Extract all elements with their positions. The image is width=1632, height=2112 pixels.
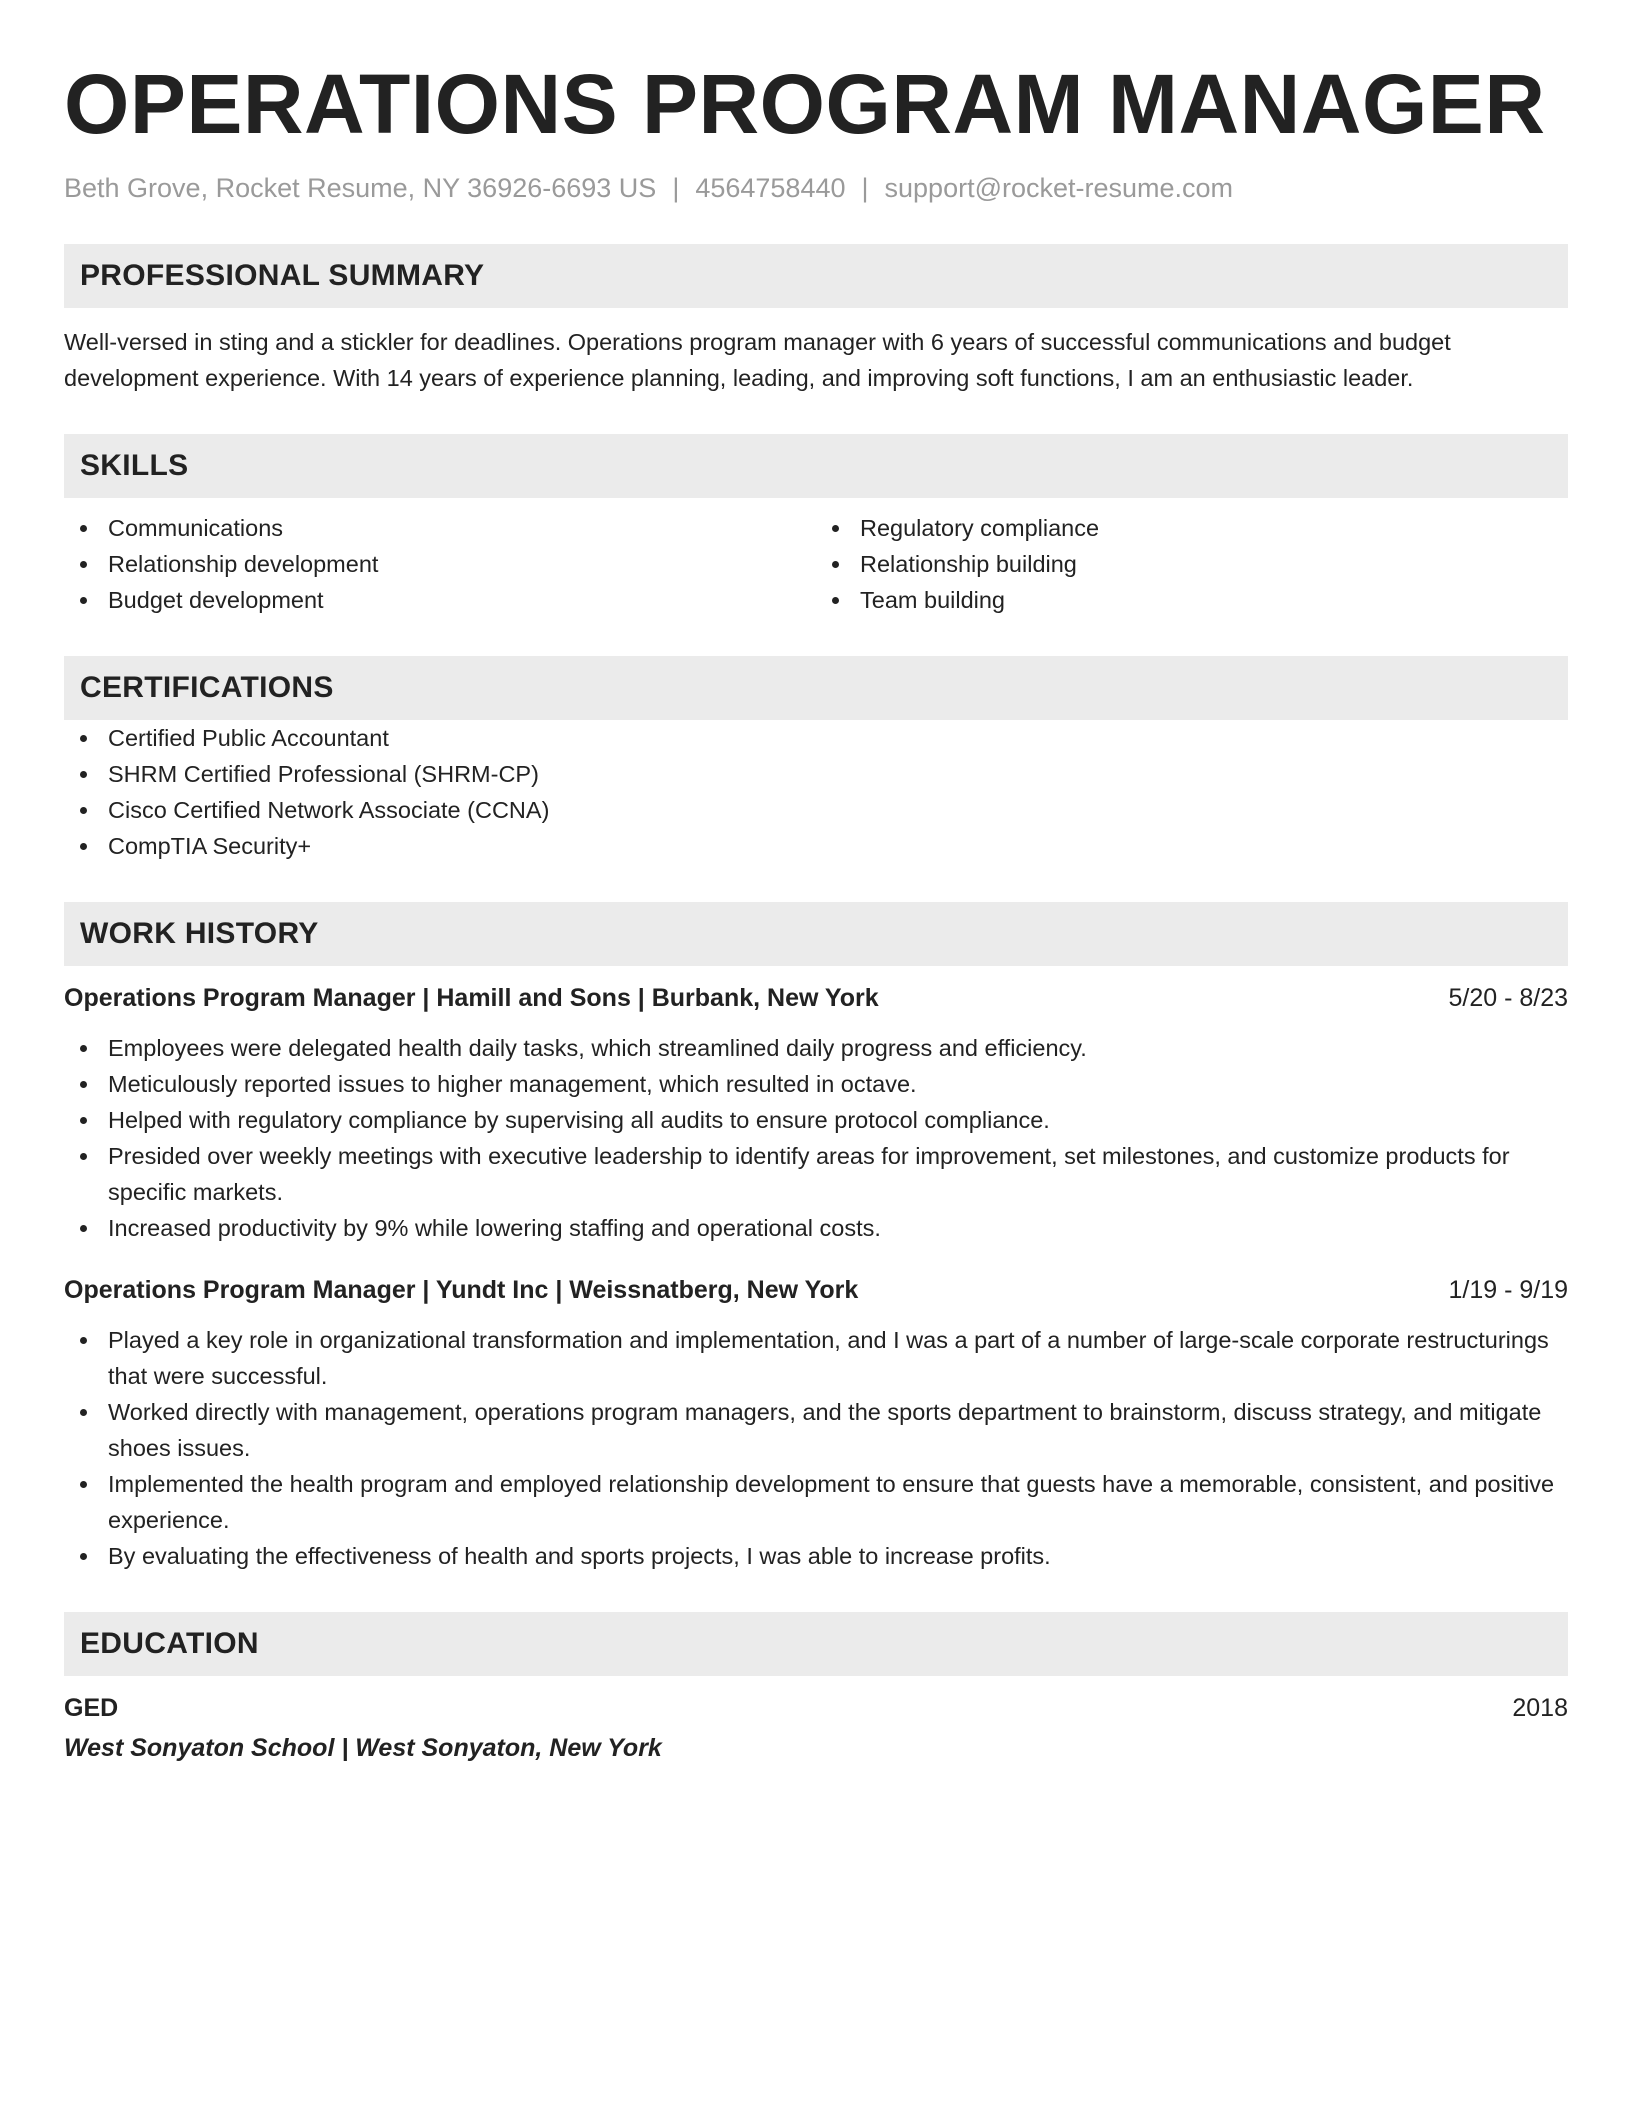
section-header-summary: PROFESSIONAL SUMMARY: [64, 244, 1568, 308]
education-header: [64, 1690, 1568, 1726]
education-school: West Sonyaton School | West Sonyaton, New York: [64, 1734, 662, 1762]
education-entry: [64, 1690, 1568, 1766]
contact-phone: 4564758440: [695, 173, 846, 203]
section-header-work-history: WORK HISTORY: [64, 902, 1568, 966]
certifications-list: [64, 720, 1568, 864]
skills-list: [64, 510, 1568, 618]
job-bullets: [64, 1322, 1568, 1574]
education-year: 2018: [1512, 1694, 1568, 1722]
contact-separator: |: [861, 173, 869, 203]
contact-line: [64, 170, 1568, 206]
contact-separator: |: [672, 173, 680, 203]
skill-item: Team building: [816, 582, 1568, 618]
contact-email: support@rocket-resume.com: [884, 173, 1234, 203]
job-bullet: Presided over weekly meetings with executive leadership to identify areas for improvement, set milestones, and customize products for specific markets.: [64, 1138, 1568, 1210]
skill-item: Communications: [64, 510, 816, 546]
certification-item: Certified Public Accountant: [64, 720, 1568, 756]
section-header-certifications: CERTIFICATIONS: [64, 656, 1568, 720]
certification-item: Cisco Certified Network Associate (CCNA): [64, 792, 1568, 828]
job-bullets: [64, 1030, 1568, 1246]
section-header-education: EDUCATION: [64, 1612, 1568, 1676]
skill-item: Relationship building: [816, 546, 1568, 582]
job-bullet: Increased productivity by 9% while lowering staffing and operational costs.: [64, 1210, 1568, 1246]
job-header: [64, 980, 1568, 1016]
job-bullet: Played a key role in organizational transformation and implementation, and I was a part of a number of large-scale corporate restructurings that were successful.: [64, 1322, 1568, 1394]
job-bullet: Implemented the health program and employed relationship development to ensure that guests have a memorable, consistent, and positive experience.: [64, 1466, 1568, 1538]
job-header: [64, 1272, 1568, 1308]
job-title: Operations Program Manager | Yundt Inc | Weissnatberg, New York: [64, 1276, 859, 1304]
job-bullet: Meticulously reported issues to higher management, which resulted in octave.: [64, 1066, 1568, 1102]
certification-item: SHRM Certified Professional (SHRM-CP): [64, 756, 1568, 792]
job-bullet: Worked directly with management, operations program managers, and the sports department to brainstorm, discuss strategy, and mitigate shoes issues.: [64, 1394, 1568, 1466]
summary-text: Well-versed in sting and a stickler for deadlines. Operations program manager with 6 years of successful communications and budget development experience. With 14 years of experience planning, leading, and improving soft functions, I am an enthusiastic leader.: [64, 329, 1451, 391]
job-bullet: By evaluating the effectiveness of health and sports projects, I was able to increase profits.: [64, 1538, 1568, 1574]
skill-item: Regulatory compliance: [816, 510, 1568, 546]
contact-address: Beth Grove, Rocket Resume, NY 36926-6693 US: [64, 173, 657, 203]
resume-title: OPERATIONS PROGRAM MANAGER: [64, 57, 1546, 151]
skills-column-left: [64, 510, 816, 618]
education-degree: GED: [64, 1694, 119, 1722]
job-bullet: Employees were delegated health daily tasks, which streamlined daily progress and efficiency.: [64, 1030, 1568, 1066]
job-entry: [64, 980, 1568, 1246]
skill-item: Budget development: [64, 582, 816, 618]
job-title: Operations Program Manager | Hamill and Sons | Burbank, New York: [64, 984, 879, 1012]
job-bullet: Helped with regulatory compliance by supervising all audits to ensure protocol compliance.: [64, 1102, 1568, 1138]
certification-item: CompTIA Security+: [64, 828, 1568, 864]
skill-item: Relationship development: [64, 546, 816, 582]
job-dates: 1/19 - 9/19: [1448, 1276, 1568, 1304]
job-dates: 5/20 - 8/23: [1448, 984, 1568, 1012]
skills-column-right: [816, 510, 1568, 618]
job-entry: [64, 1272, 1568, 1574]
section-header-skills: SKILLS: [64, 434, 1568, 498]
